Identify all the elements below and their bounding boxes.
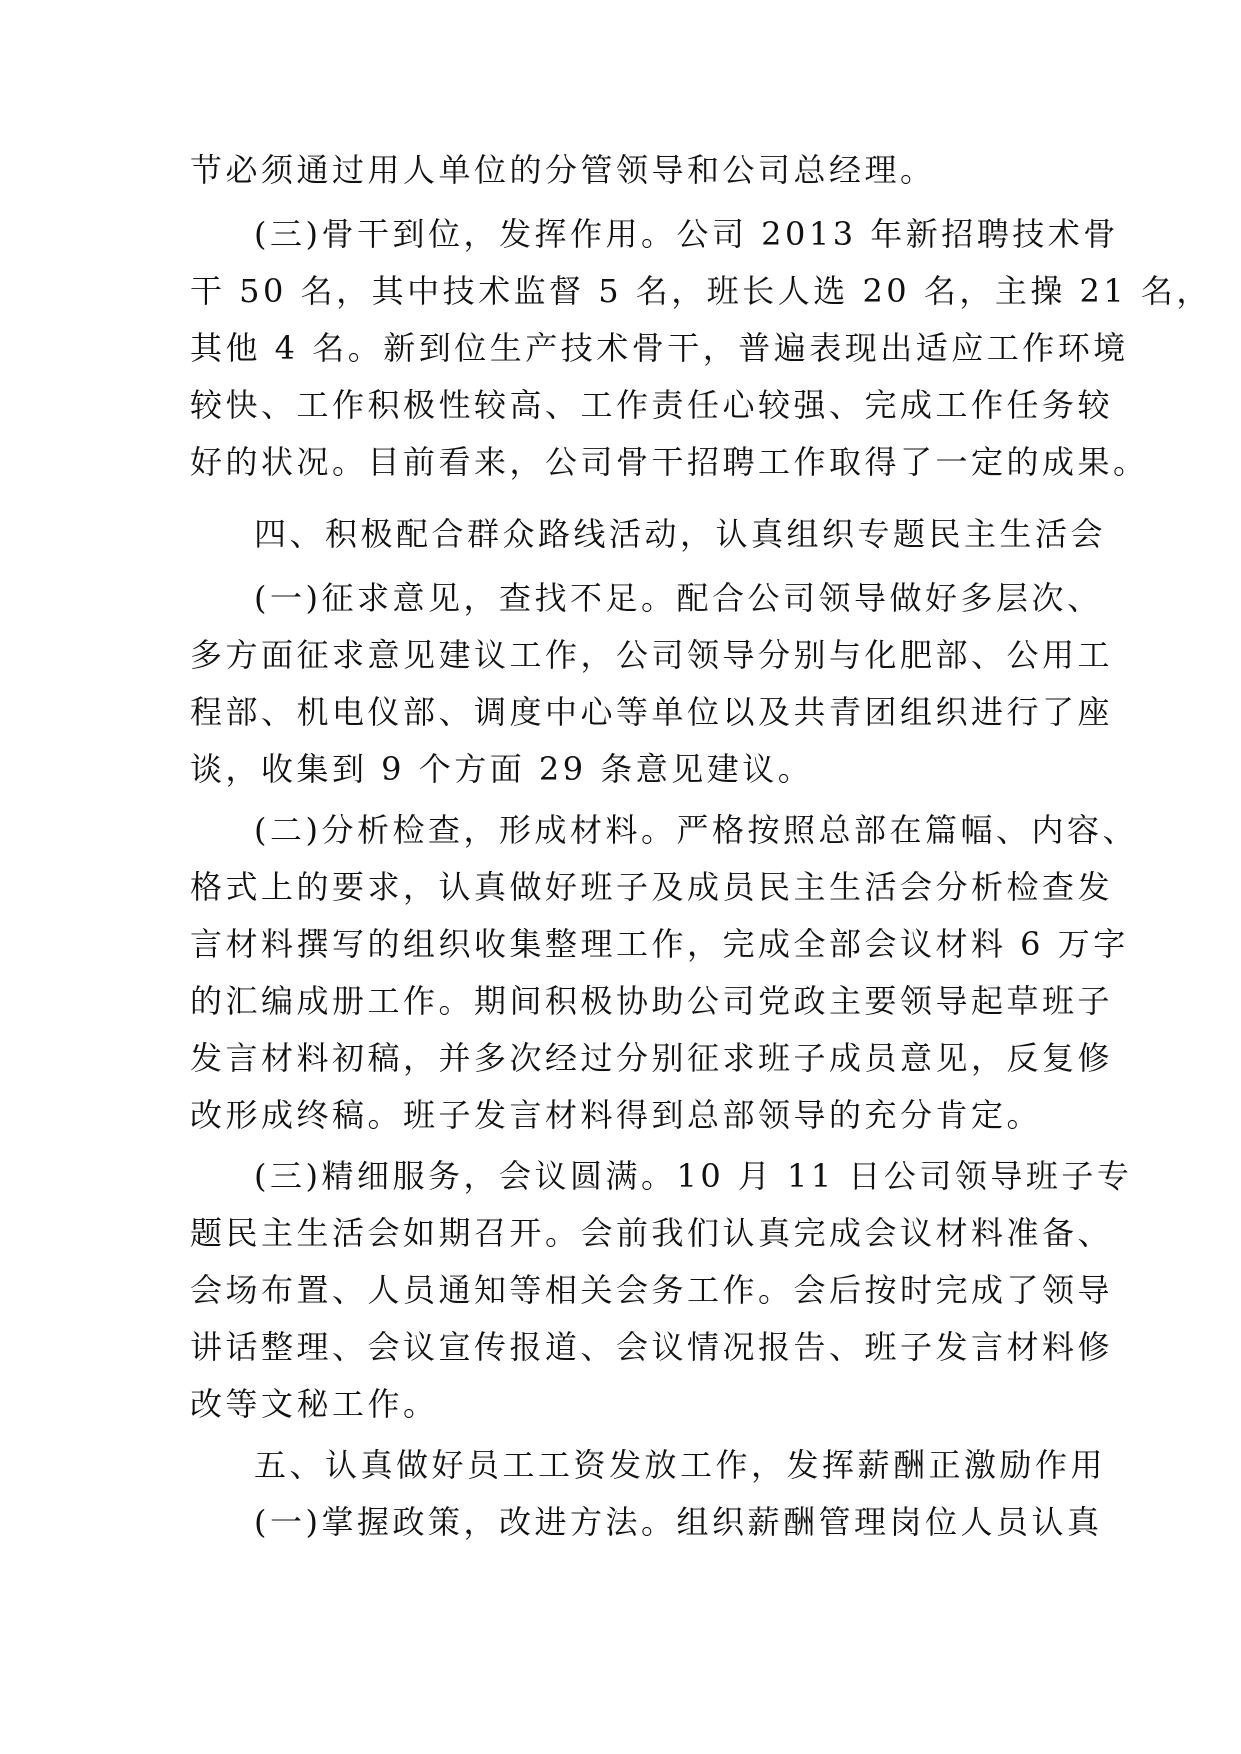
text-line: (一)掌握政策，改进方法。组织薪酬管理岗位人员认真 — [254, 1503, 1103, 1541]
text-line: 较快、工作积极性较高、工作责任心较强、完成工作任务较 — [190, 386, 1114, 424]
text-line: 格式上的要求，认真做好班子及成员民主生活会分析检查发 — [190, 868, 1114, 906]
text-line: 好的状况。目前看来，公司骨干招聘工作取得了一定的成果。 — [190, 443, 1149, 481]
text-line: 改形成终稿。班子发言材料得到总部领导的充分肯定。 — [190, 1096, 1043, 1134]
text-line: 讲话整理、会议宣传报道、会议情况报告、班子发言材料修 — [190, 1328, 1114, 1366]
section-heading: 四、积极配合群众路线活动，认真组织专题民主生活会 — [254, 515, 1107, 553]
text-line: (二)分析检查，形成材料。严格按照总部在篇幅、内容、 — [254, 811, 1138, 849]
text-line: 的汇编成册工作。期间积极协助公司党政主要领导起草班子 — [190, 982, 1114, 1020]
text-line: 节必须通过用人单位的分管领导和公司总经理。 — [190, 151, 936, 189]
text-line: 发言材料初稿，并多次经过分别征求班子成员意见，反复修 — [190, 1039, 1114, 1077]
section-heading: 五、认真做好员工工资发放工作，发挥薪酬正激励作用 — [254, 1446, 1107, 1484]
text-line: 会场布置、人员通知等相关会务工作。会后按时完成了领导 — [190, 1271, 1114, 1309]
text-line: 多方面征求意见建议工作，公司领导分别与化肥部、公用工 — [190, 636, 1114, 674]
text-line: 改等文秘工作。 — [190, 1385, 439, 1423]
text-line: (一)征求意见，查找不足。配合公司领导做好多层次、 — [254, 579, 1103, 617]
text-line: 言材料撰写的组织收集整理工作，完成全部会议材料 6 万字 — [190, 925, 1129, 963]
text-line: 题民主生活会如期召开。会前我们认真完成会议材料准备、 — [190, 1214, 1114, 1252]
text-line: (三)精细服务，会议圆满。10 月 11 日公司领导班子专 — [254, 1157, 1133, 1195]
text-line: (三)骨干到位，发挥作用。公司 2013 年新招聘技术骨 — [254, 215, 1119, 253]
text-line: 程部、机电仪部、调度中心等单位以及共青团组织进行了座 — [190, 693, 1114, 731]
text-line: 其他 4 名。新到位生产技术骨干，普遍表现出适应工作环境 — [190, 329, 1129, 367]
text-line: 干 50 名，其中技术监督 5 名，班长人选 20 名，主操 21 名， — [190, 272, 1212, 310]
text-line: 谈，收集到 9 个方面 29 条意见建议。 — [190, 750, 814, 788]
